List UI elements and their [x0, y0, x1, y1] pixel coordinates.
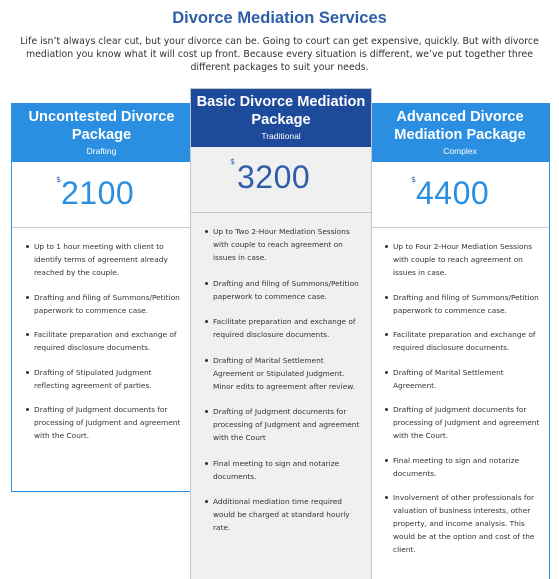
feature-list: [12, 228, 191, 442]
feature-item: Drafting and filing of Summons/Petition paperwork to commence case.: [205, 277, 363, 303]
feature-item: Facilitate preparation and exchange of required disclosure documents.: [385, 328, 541, 354]
currency-symbol: $: [230, 157, 236, 166]
package-name: Advanced Divorce Mediation Package: [394, 109, 526, 143]
feature-list: [371, 228, 549, 556]
package-card-advanced: [370, 103, 550, 579]
package-price: 4400: [416, 175, 490, 211]
feature-item: Facilitate preparation and exchange of required disclosure documents.: [26, 328, 183, 354]
currency-symbol: $: [411, 175, 417, 184]
feature-item: Drafting of Judgment documents for processing of Judgment and agreement with the Court: [205, 405, 363, 444]
currency-symbol: $: [56, 175, 62, 184]
feature-item: Drafting of Judgment documents for processing of Judgment and agreement with the Court.: [26, 403, 183, 442]
feature-item: Drafting of Stipulated Judgment reflecting agreement of parties.: [26, 366, 183, 392]
price-area: [12, 162, 191, 228]
package-card-basic: [190, 88, 372, 579]
feature-item: Involvement of other professionals for valuation of business interests, other property, and income analysis. This would be at the option and cost of the client.: [385, 491, 541, 556]
package-name: Uncontested Divorce Package: [28, 109, 175, 143]
feature-item: Final meeting to sign and notarize documents.: [385, 454, 541, 480]
price-area: [371, 162, 549, 228]
package-header: [371, 104, 549, 162]
feature-item: Drafting and filing of Summons/Petition paperwork to commence case.: [26, 291, 183, 317]
feature-item: Final meeting to sign and notarize documents.: [205, 457, 363, 483]
package-header: [191, 89, 371, 147]
package-header: [12, 104, 191, 162]
package-subtitle: Traditional: [261, 131, 301, 141]
package-card-uncontested: [11, 103, 192, 492]
feature-item: Drafting of Marital Settlement Agreement or Stipulated Judgment. Minor edits to agreement after review.: [205, 354, 363, 393]
package-subtitle: Complex: [443, 146, 477, 156]
feature-item: Drafting and filing of Summons/Petition paperwork to commence case.: [385, 291, 541, 317]
feature-item: Up to Four 2-Hour Mediation Sessions with couple to reach agreement on issues in case.: [385, 240, 541, 279]
intro-text: Life isn’t always clear cut, but your divorce can be. Going to court can get expensive, quickly. But with divorce mediation you know what it will cost up front. Because every situation is different, we’ve put together three different packages to suit your needs.: [20, 36, 539, 73]
package-price: 2100: [61, 175, 135, 211]
package-name: Basic Divorce Mediation Package: [196, 94, 366, 128]
feature-item: Drafting of Judgment documents for processing of Judgment and agreement with the Court.: [385, 403, 541, 442]
feature-item: Up to 1 hour meeting with client to identify terms of agreement already reached by the couple.: [26, 240, 183, 279]
feature-list: [191, 213, 371, 534]
price-area: [191, 147, 371, 213]
feature-item: Additional mediation time required would be charged at standard hourly rate.: [205, 495, 363, 534]
package-subtitle: Drafting: [86, 146, 117, 156]
package-price: 3200: [237, 159, 311, 195]
feature-item: Up to Two 2-Hour Mediation Sessions with couple to reach agreement on issues in case.: [205, 225, 363, 264]
page-title: Divorce Mediation Services: [172, 9, 387, 27]
feature-item: Facilitate preparation and exchange of required disclosure documents.: [205, 315, 363, 341]
feature-item: Drafting of Marital Settlement Agreement.: [385, 366, 541, 392]
